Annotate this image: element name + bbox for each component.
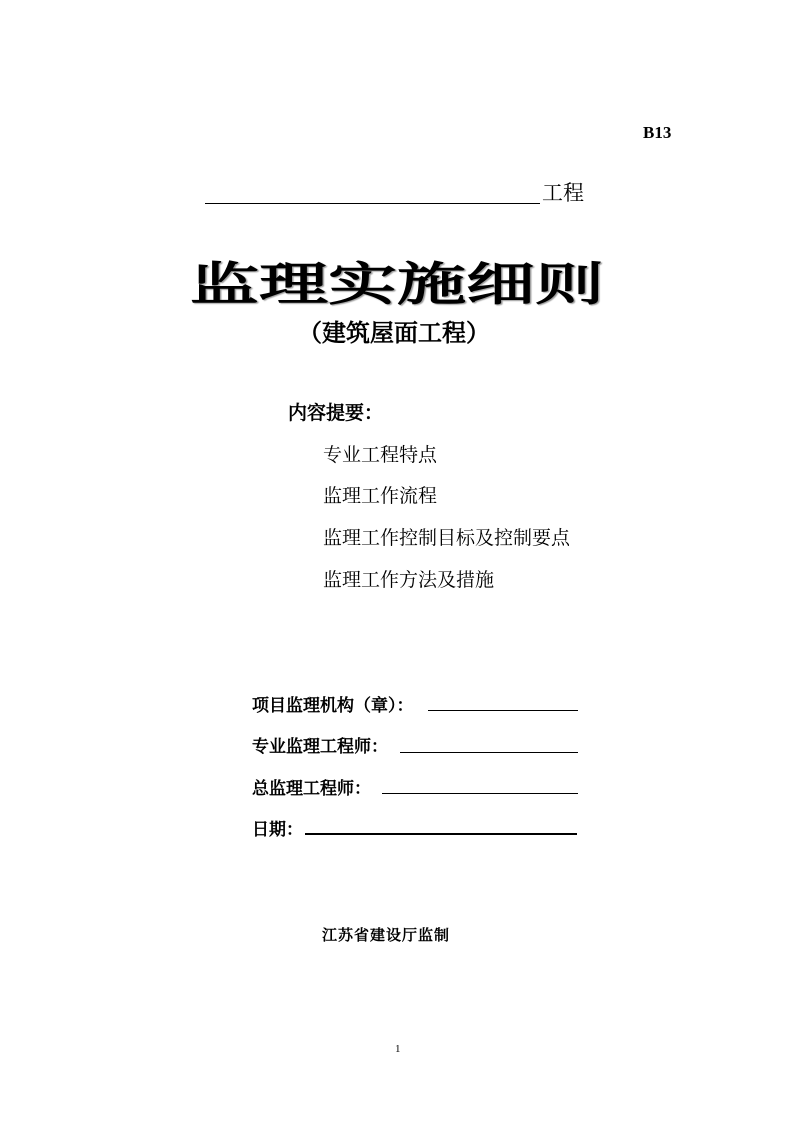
field-label-chief-engineer: 总监理工程师： [252, 779, 371, 799]
field-label-supervision-org: 项目监理机构（章）： [252, 696, 414, 716]
project-name-blank [205, 203, 540, 204]
summary-item: 监理工作流程 [323, 485, 438, 507]
document-code: B13 [643, 123, 672, 142]
field-line-date [305, 833, 577, 835]
document-subtitle: （建筑屋面工程） [298, 319, 490, 347]
field-line-supervision-org [428, 710, 578, 711]
page-number: 1 [395, 1043, 401, 1055]
field-label-specialist-engineer: 专业监理工程师： [252, 737, 388, 757]
summary-label: 内容提要： [288, 402, 384, 424]
summary-item: 监理工作方法及措施 [323, 569, 495, 591]
document-title: 监理实施细则 [190, 257, 604, 311]
summary-item: 监理工作控制目标及控制要点 [323, 527, 571, 549]
field-line-specialist-engineer [400, 752, 578, 753]
field-line-chief-engineer [382, 793, 578, 794]
project-suffix: 工程 [542, 181, 584, 205]
issuer: 江苏省建设厅监制 [322, 926, 451, 944]
field-label-date: 日期： [252, 820, 303, 840]
summary-item: 专业工程特点 [323, 444, 438, 466]
